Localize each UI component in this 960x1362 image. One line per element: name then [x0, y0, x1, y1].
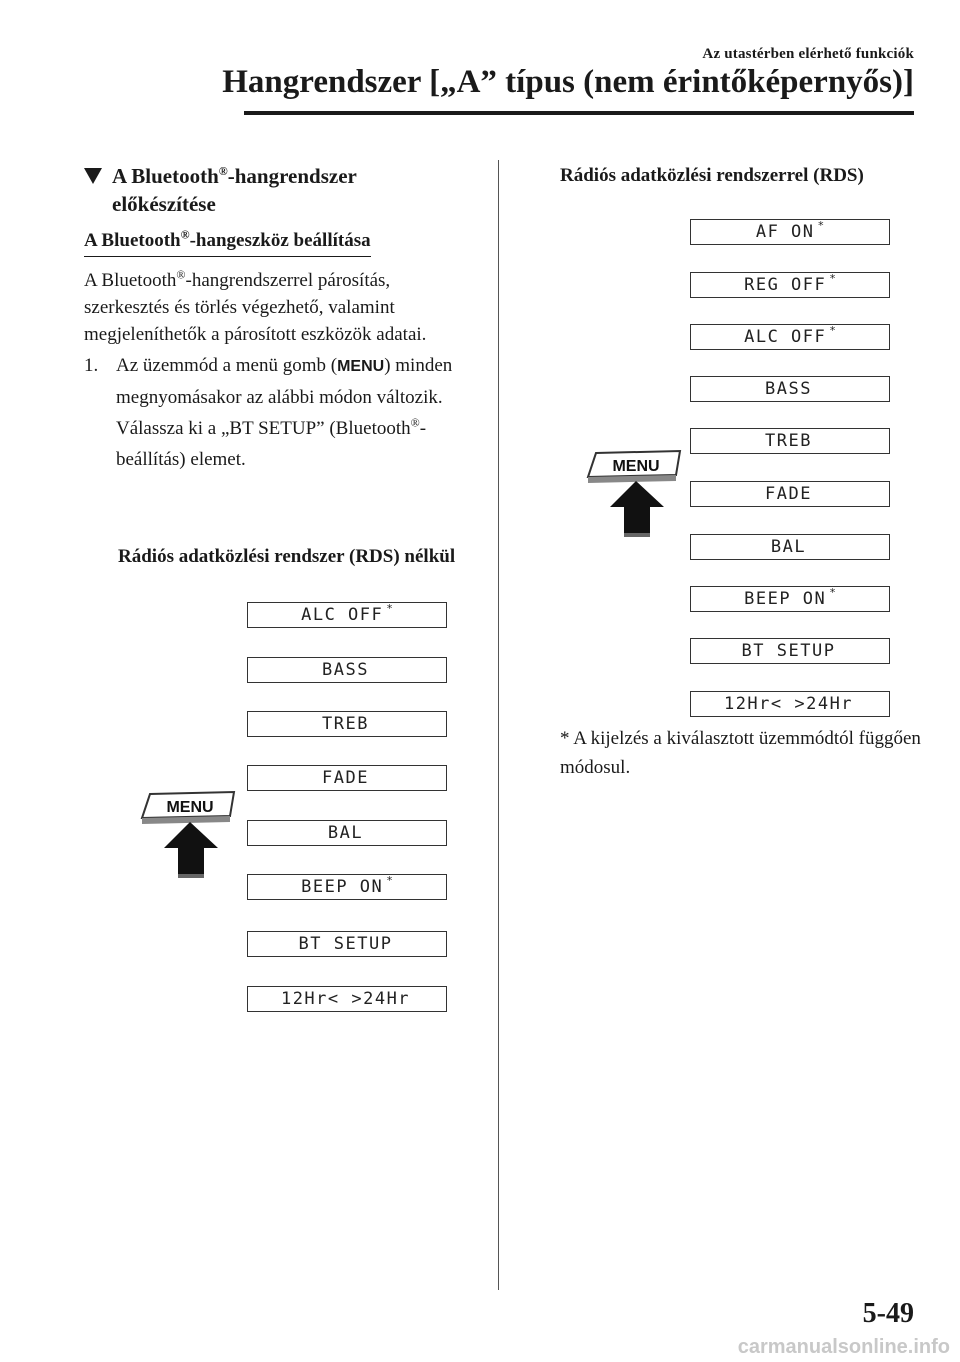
- lcd-display-right-0: AF ON *: [690, 219, 890, 245]
- section-title: A Bluetooth®-hangrendszer előkészítése: [84, 162, 464, 218]
- lcd-display-left-4: BAL: [247, 820, 447, 846]
- left-column: [84, 162, 464, 475]
- lcd-display-left-6: BT SETUP: [247, 931, 447, 957]
- menu-button-label: MENU: [612, 458, 660, 475]
- caption-with-rds: Rádiós adatközlési rendszerrel (RDS): [560, 165, 864, 186]
- step-number: 1.: [84, 355, 99, 376]
- lcd-display-left-5: BEEP ON *: [247, 874, 447, 900]
- subsection-title: A Bluetooth®-hangeszköz beállítása: [84, 228, 371, 257]
- step-1: [84, 350, 464, 475]
- menu-button-label: MENU: [166, 799, 214, 816]
- intro-paragraph: A Bluetooth®-hangrendszerrel párosítás, szerkesztés és törlés végezhető, valamint megjeleníthetők a párosított eszközök adatai.: [84, 267, 427, 345]
- lcd-display-right-6: BAL: [690, 534, 890, 560]
- caption-without-rds: Rádiós adatközlési rendszer (RDS) nélkül: [118, 546, 456, 567]
- column-divider: [498, 160, 499, 1290]
- lcd-display-right-5: FADE: [690, 481, 890, 507]
- lcd-display-left-1: BASS: [247, 657, 447, 683]
- lcd-display-right-3: BASS: [690, 376, 890, 402]
- lcd-display-right-9: 12Hr< >24Hr: [690, 691, 890, 717]
- menu-button-arrow-icon: [138, 786, 238, 886]
- header-section-label: Az utastérben elérhető funkciók: [702, 46, 914, 62]
- page-title: Hangrendszer [„A” típus (nem érintőképernyős)]: [222, 64, 914, 100]
- lcd-display-right-4: TREB: [690, 428, 890, 454]
- lcd-display-right-1: REG OFF *: [690, 272, 890, 298]
- lcd-display-left-2: TREB: [247, 711, 447, 737]
- page-number: 5-49: [862, 1298, 914, 1329]
- lcd-display-right-2: ALC OFF *: [690, 324, 890, 350]
- watermark: carmanualsonline.info: [737, 1336, 950, 1358]
- lcd-display-right-8: BT SETUP: [690, 638, 890, 664]
- header-rule: [244, 111, 914, 115]
- menu-button-arrow-icon: [584, 445, 684, 545]
- footnote: * A kijelzés a kiválasztott üzemmódtól függően módosul.: [560, 728, 921, 778]
- step-text: Az üzemmód a menü gomb (MENU) minden megnyomásakor az alábbi módon változik. Válassza ki a „BT SETUP” (Bluetooth®-beállítás) elemet.: [116, 355, 453, 470]
- lcd-display-left-0: ALC OFF *: [247, 602, 447, 628]
- menu-inline-label: MENU: [337, 358, 385, 375]
- lcd-display-left-3: FADE: [247, 765, 447, 791]
- lcd-display-right-7: BEEP ON *: [690, 586, 890, 612]
- triangle-marker-icon: [84, 168, 102, 184]
- lcd-display-left-7: 12Hr< >24Hr: [247, 986, 447, 1012]
